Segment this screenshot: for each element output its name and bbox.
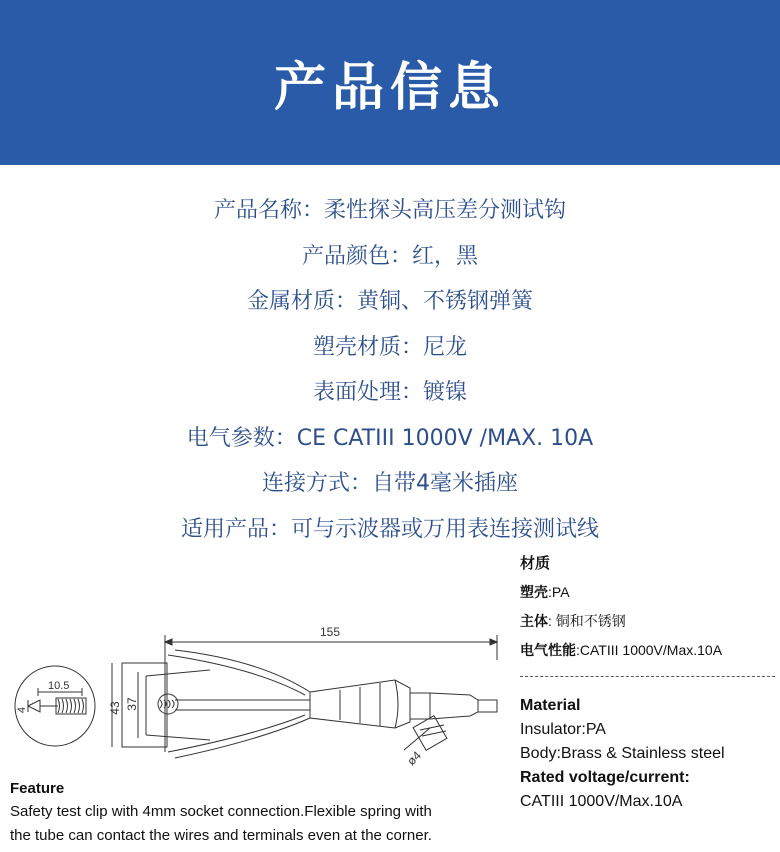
spec-metal: 金属材质：黄铜、不锈钢弹簧	[246, 289, 533, 314]
material-en	[520, 694, 725, 814]
material-cn-row: 塑壳:PA	[520, 584, 570, 600]
dim-height-inner: 37	[125, 697, 139, 711]
dim-detail-width: 10.5	[48, 680, 70, 692]
spec-electrical: 电气参数：CE CATIII 1000V /MAX. 10A	[186, 425, 594, 451]
material-cn-row: 电气性能:CATIII 1000V/Max.10A	[520, 642, 723, 658]
spec-connection: 连接方式：自带4毫米插座	[262, 471, 518, 496]
dashed-divider	[520, 676, 775, 677]
feature-heading: Feature	[10, 780, 65, 797]
material-en-heading: Material	[520, 697, 581, 714]
material-en-insulator: Insulator:PA	[520, 721, 606, 738]
material-cn-heading: 材质	[520, 555, 551, 572]
spec-list	[0, 188, 780, 552]
spec-surface: 表面处理：镀镍	[312, 380, 467, 405]
material-en-body: Body:Brass & Stainless steel	[520, 745, 725, 762]
technical-drawing	[0, 600, 515, 780]
spec-application: 适用产品：可与示波器或万用表连接测试线	[180, 516, 599, 542]
feature-line: Safety test clip with 4mm socket connection.Flexible spring with	[10, 803, 432, 820]
spec-product-name: 产品名称：柔性探头高压差分测试钩	[213, 198, 566, 223]
dim-height-outer: 43	[108, 701, 122, 715]
material-en-rated-label: Rated voltage/current:	[520, 769, 690, 786]
probe-body-icon	[175, 680, 497, 728]
material-en-rated-value: CATIII 1000V/Max.10A	[520, 793, 683, 810]
spec-plastic: 塑壳材质：尼龙	[312, 334, 467, 360]
dim-detail-height: 4	[16, 706, 28, 714]
spec-color: 产品颜色：红，黑	[301, 243, 478, 269]
dim-length: 155	[319, 625, 341, 639]
feature-line: the tube can contact the wires and terminals even at the corner.	[10, 827, 432, 844]
dim-socket-dia: ø4	[404, 748, 425, 769]
header-banner	[0, 0, 780, 165]
material-cn	[520, 552, 722, 669]
feature-section	[10, 778, 432, 848]
material-cn-row: 主体: 铜和不锈钢	[520, 613, 626, 629]
socket-icon	[413, 716, 447, 751]
page-title: 产品信息	[273, 58, 506, 118]
